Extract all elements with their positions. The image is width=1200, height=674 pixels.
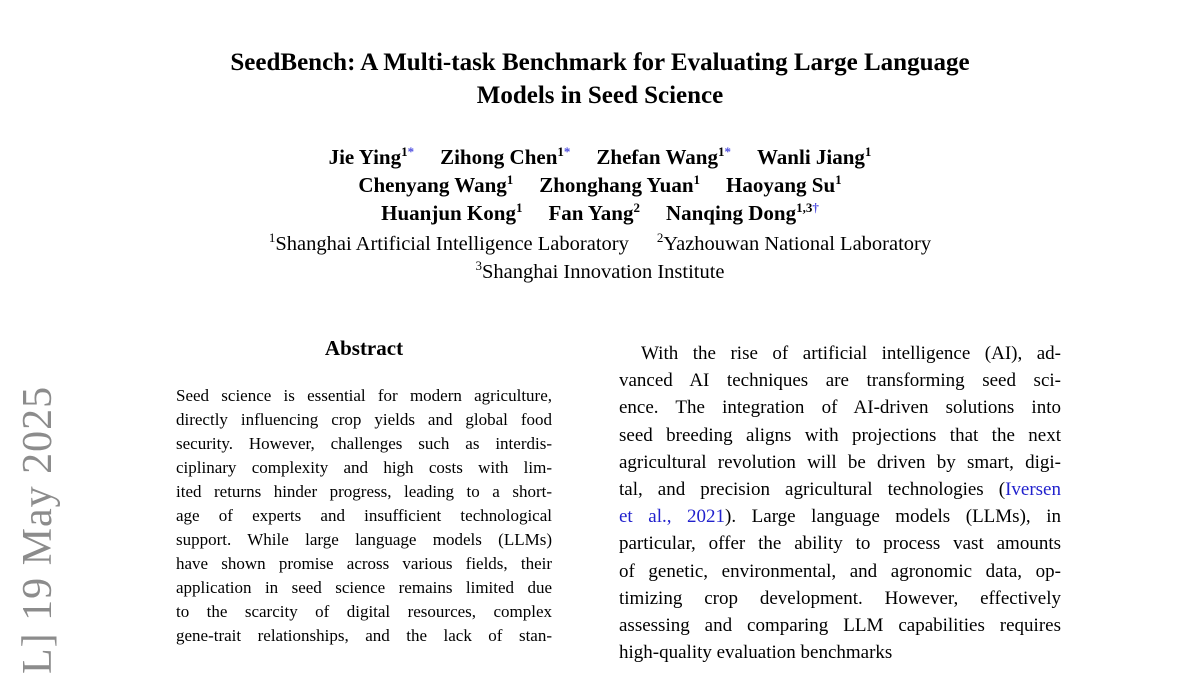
footnote-mark: * <box>407 144 415 159</box>
body-text: With the rise of artificial intelligence (AI), ad- <box>641 343 1061 364</box>
affiliation-number: 1 <box>268 230 276 246</box>
affiliation-mark: 1 <box>401 144 408 159</box>
footnote-mark: † <box>812 200 819 215</box>
author <box>548 199 640 227</box>
intro-line <box>619 476 1061 503</box>
affiliation-number: 2 <box>656 230 664 246</box>
affiliation-mark: 1 <box>693 172 701 187</box>
author-line <box>0 143 1200 171</box>
author <box>666 199 819 227</box>
intro-line <box>619 394 1061 421</box>
affiliation-mark: 1,3 <box>796 200 813 215</box>
abstract-line: ited returns hinder progress, leading to a short- <box>176 482 552 501</box>
body-text: particular, offer the ability to process vast amounts <box>619 533 1061 555</box>
author-name: Haoyang Su <box>726 173 836 197</box>
abstract-line: age of experts and insufficient technological <box>176 506 552 525</box>
affiliation-mark: 1 <box>557 144 564 159</box>
author-footnote-marks <box>835 172 842 187</box>
author-footnote-marks <box>516 200 523 215</box>
intro-line <box>619 340 1061 367</box>
author <box>381 199 522 227</box>
author-footnote-marks <box>718 144 731 159</box>
affiliation-mark: 1 <box>835 172 842 187</box>
intro-line <box>619 449 1061 476</box>
affiliation <box>475 258 724 286</box>
author-footnote-marks <box>557 144 570 159</box>
body-text: high-quality evaluation benchmarks <box>619 642 893 664</box>
affiliation-mark: 1 <box>717 144 725 159</box>
author-footnote-marks <box>796 200 819 215</box>
author-name: Wanli Jiang <box>756 145 865 169</box>
paper-title-line-2: Models in Seed Science <box>476 82 724 109</box>
author-footnote-marks <box>694 172 701 187</box>
intro-line <box>619 558 1061 585</box>
author-name: Fan Yang <box>548 201 634 225</box>
abstract-line: ciplinary complexity and high costs with lim- <box>176 458 552 477</box>
author <box>440 143 570 171</box>
author-footnote-marks <box>633 200 640 215</box>
citation-link[interactable]: Iversen <box>1005 478 1061 500</box>
body-text: ence. The integration of AI-driven solutions into <box>619 397 1061 419</box>
footnote-mark: * <box>724 144 731 159</box>
author-name: Zhonghang Yuan <box>539 173 694 197</box>
author-footnote-marks <box>401 144 414 159</box>
body-text: seed breeding aligns with projections that the next <box>619 424 1061 446</box>
body-text: timizing crop development. However, effectively <box>619 587 1061 609</box>
citation-link[interactable]: et al., 2021 <box>619 506 726 528</box>
abstract-text <box>176 384 552 648</box>
author-name: Jie Ying <box>328 145 402 169</box>
author <box>358 171 513 199</box>
affiliation-mark: 2 <box>633 200 640 215</box>
body-text: tal, and precision agricultural technologies ( <box>619 478 1006 500</box>
affiliation <box>657 230 931 258</box>
intro-line <box>619 639 1061 666</box>
abstract-heading: Abstract <box>324 336 404 360</box>
author <box>726 171 842 199</box>
author-line <box>0 171 1200 199</box>
abstract-line: support. While large language models (LLMs) <box>176 530 552 549</box>
author-block <box>0 143 1200 227</box>
affiliation-mark: 1 <box>515 200 523 215</box>
author <box>539 171 700 199</box>
body-text: ). Large language models (LLMs), in <box>725 506 1061 528</box>
intro-line <box>619 367 1061 394</box>
intro-line <box>619 503 1061 530</box>
author-name: Huanjun Kong <box>381 201 516 225</box>
affiliation-number: 3 <box>475 258 482 274</box>
intro-line <box>619 530 1061 557</box>
abstract-line: application in seed science remains limited due <box>176 578 552 597</box>
body-text: of genetic, environmental, and agronomic data, op- <box>619 560 1061 582</box>
abstract-line: gene-trait relationships, and the lack of stan- <box>176 626 552 645</box>
affiliation-line <box>0 258 1200 286</box>
abstract-line: have shown promise across various fields, their <box>176 554 552 573</box>
author <box>757 143 871 171</box>
affiliation-name: Shanghai Innovation Institute <box>481 261 725 283</box>
author-name: Chenyang Wang <box>358 173 507 197</box>
author-name: Zhefan Wang <box>596 145 718 169</box>
abstract-line: security. However, challenges such as interdis- <box>176 434 552 453</box>
body-text: agricultural revolution will be driven by smart, digi- <box>619 451 1061 473</box>
body-text: assessing and comparing LLM capabilities requires <box>619 614 1061 636</box>
arxiv-watermark: L] 19 May 2025 <box>15 385 61 674</box>
author-footnote-marks <box>865 144 872 159</box>
affiliation-mark: 1 <box>864 144 872 159</box>
affiliation-block <box>0 230 1200 286</box>
affiliation-mark: 1 <box>506 172 514 187</box>
paper-title-line-1: SeedBench: A Multi-task Benchmark for Evaluating Large Language <box>230 49 970 76</box>
affiliation-line <box>0 230 1200 258</box>
body-text: vanced AI techniques are transforming seed sci- <box>619 370 1061 392</box>
affiliation-name: Yazhouwan National Laboratory <box>663 233 932 255</box>
author-footnote-marks <box>507 172 514 187</box>
intro-line <box>619 422 1061 449</box>
author <box>596 143 731 171</box>
intro-line <box>619 612 1061 639</box>
affiliation-name: Shanghai Artificial Intelligence Laboratory <box>275 233 629 255</box>
introduction-column <box>619 340 1061 666</box>
author <box>329 143 415 171</box>
affiliation <box>269 230 629 258</box>
author-name: Zihong Chen <box>440 145 558 169</box>
author-name: Nanqing Dong <box>665 201 797 225</box>
abstract-line: Seed science is essential for modern agriculture, <box>176 386 552 405</box>
intro-line <box>619 585 1061 612</box>
abstract-line: to the scarcity of digital resources, complex <box>176 602 552 621</box>
footnote-mark: * <box>563 144 571 159</box>
abstract-line: directly influencing crop yields and global food <box>176 410 552 429</box>
author-line <box>0 199 1200 227</box>
